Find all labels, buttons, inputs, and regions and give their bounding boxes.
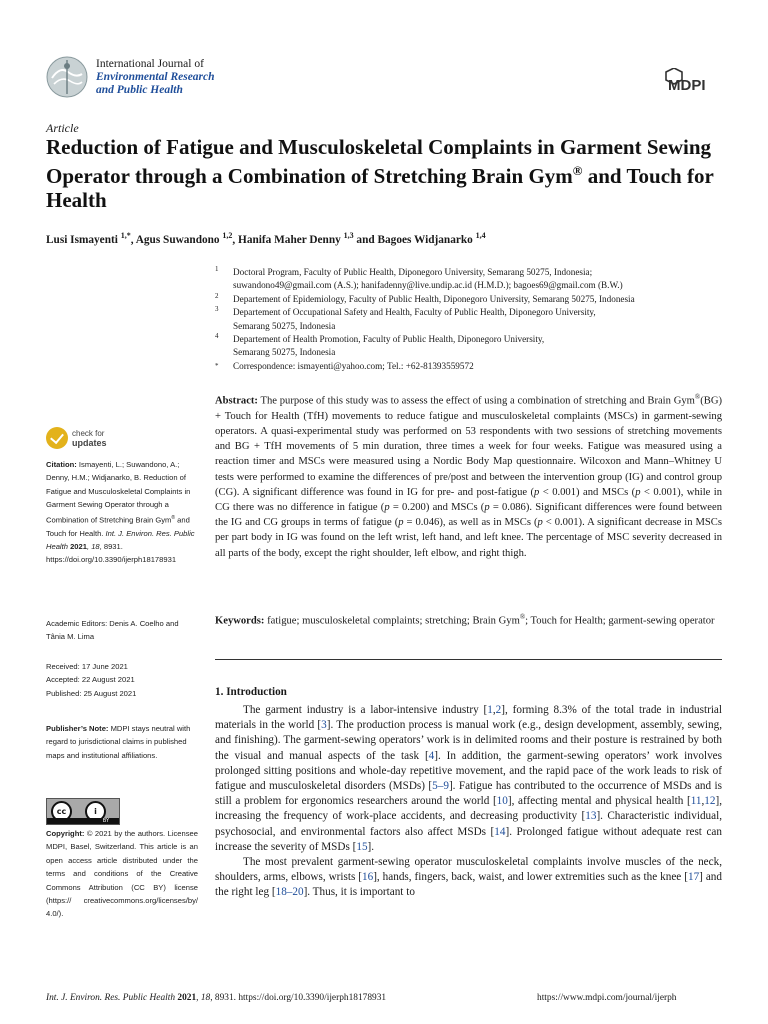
article-title bbox=[46, 135, 726, 212]
footer-doi[interactable]: , 8931. https://doi.org/10.3390/ijerph18178931 bbox=[210, 993, 387, 1003]
author-list bbox=[46, 231, 736, 246]
paragraph-text: ], hands, fingers, back, waist, and lower extremities such as the knee [ bbox=[373, 871, 688, 884]
keywords bbox=[215, 610, 722, 629]
reference-link[interactable]: 4 bbox=[428, 749, 435, 762]
reference-link[interactable]: 14 bbox=[494, 825, 506, 838]
keywords-text: ; Touch for Health; garment-sewing operator bbox=[525, 615, 715, 627]
paragraph-text: ], forming 8.3% of the total trade in industrial materials in the world [ bbox=[215, 704, 723, 732]
citation-volume: , 18 bbox=[86, 541, 100, 551]
reference-link[interactable]: 11 bbox=[690, 795, 702, 808]
published-date: Published: 25 August 2021 bbox=[46, 688, 137, 698]
registered-mark: ® bbox=[171, 514, 176, 521]
reference-link[interactable]: 17 bbox=[687, 871, 700, 884]
updates-label: updates bbox=[72, 438, 107, 448]
author-sep: , bbox=[130, 233, 136, 246]
paragraph-text: ] and the right leg [ bbox=[215, 871, 722, 899]
received-date: Received: 17 June 2021 bbox=[46, 662, 128, 671]
affiliation-number: 1 bbox=[215, 265, 219, 273]
affiliation-emails[interactable]: suwandono49@gmail.com (A.S.); hanifadenny@live.undip.ac.id (H.M.D.); bagoes69@gmail.com (B.W.) bbox=[233, 280, 623, 291]
author-sup: 1,2 bbox=[222, 231, 233, 240]
abstract-text: < 0.001), while in CG there was no difference in fatigue ( bbox=[215, 486, 723, 513]
author-name[interactable]: Lusi Ismayenti bbox=[46, 233, 118, 246]
publisher-note bbox=[46, 722, 198, 762]
section-divider bbox=[215, 659, 722, 660]
p-value-symbol: p bbox=[537, 517, 543, 529]
copyright-notice bbox=[46, 827, 198, 921]
mdpi-logo-text: MDPI bbox=[668, 77, 706, 92]
paragraph-text: ]. The production process is manual work (e.g., design development, assembly, sewing, and finishing). The garment-sewing operators’ work is in delimited rooms and their posture is restrained by both the visual and manual aspects of the task [ bbox=[215, 719, 723, 762]
paragraph-text: ], increasing the frequency of work-place accidents, and decreasing productivity [ bbox=[215, 795, 722, 823]
abstract-text: < 0.001). A significant decrease in MSCs per part body in IG was found on the left wrist, left hand, and left knee. The percentage of MSC severity decreased in all parts of the body, except the right shoulder, left elbow, and right thigh. bbox=[215, 517, 722, 559]
journal-name-line1: International Journal of bbox=[96, 58, 204, 70]
footer-year: 2021 bbox=[175, 993, 197, 1003]
correspondence-marker: * bbox=[215, 361, 219, 370]
paragraph-text: ]. Thus, it is important to bbox=[303, 886, 415, 899]
abstract-text: < 0.001) and MSCs ( bbox=[539, 486, 636, 498]
citation-label: Citation: bbox=[46, 460, 77, 469]
citation-year: 2021 bbox=[67, 541, 87, 551]
paragraph-text: ]. In addition, the garment-sewing operators’ work involves prolonged sitting positions and whole-day repetitive movement, and the rapid pace of the work leads to risk of fatigue and musculoskeletal disorders (MSDs) [ bbox=[215, 749, 722, 793]
correspondence-line[interactable]: Correspondence: ismayenti@yahoo.com; Tel.: +62-81393559572 bbox=[233, 360, 474, 371]
by-label: BY bbox=[47, 818, 119, 824]
publication-dates bbox=[46, 660, 198, 700]
paragraph-text: ]. Characteristic individual, psychosocial, and environmental factors also affect MSDs [ bbox=[215, 810, 723, 838]
accepted-date: Accepted: 22 August 2021 bbox=[46, 675, 135, 685]
paragraph-text: , bbox=[701, 795, 705, 808]
affiliation-item bbox=[215, 266, 735, 293]
citation-doi[interactable]: , 8931. https://doi.org/10.3390/ijerph18178931 bbox=[46, 541, 177, 565]
cc-icon: cc bbox=[51, 801, 72, 822]
reference-link[interactable]: 12 bbox=[704, 795, 716, 808]
author-name[interactable]: Agus Suwandono bbox=[135, 233, 220, 246]
abstract bbox=[215, 390, 722, 561]
footer-citation bbox=[46, 993, 386, 1003]
p-value-symbol: p bbox=[484, 501, 490, 513]
affiliation-line: Semarang 50275, Indonesia bbox=[233, 320, 336, 331]
p-value-symbol: p bbox=[635, 486, 641, 498]
introduction-paragraph bbox=[215, 703, 722, 855]
paragraph-text: The garment industry is a labor-intensive industry [ bbox=[243, 704, 488, 716]
registered-mark: ® bbox=[519, 613, 526, 621]
abstract-text: (BG) + Touch for Health (TfH) movements to reduce fatigue and musculoskeletal complaints (MSCs) in garment-sewing operators. A quasi-experimental study was performed on 53 respondents with two sessions of stretching movements and BG + TfH movements of 5 min duration, three times a week for four weeks. Fatigue was measured using a reaction timer and MSCs were measured using a Nordic Body Map questionnaire. Wilcoxon and Mann–Whitney U tests were performed to examine the differences of pre/post and between the intervention group (IG) and control group (CG). A significant difference was found in IG for pre- and post-fatigue ( bbox=[215, 395, 722, 498]
abstract-label: Abstract: bbox=[215, 395, 258, 407]
journal-name bbox=[96, 58, 215, 97]
affiliation-number: 2 bbox=[215, 291, 219, 300]
mdpi-logo bbox=[664, 68, 720, 92]
author-sup: 1,* bbox=[120, 231, 131, 240]
attribution-icon: i bbox=[85, 801, 106, 822]
academic-editors: Academic Editors: Denis A. Coelho and Tânia M. Lima bbox=[46, 619, 179, 642]
footer-volume: 18 bbox=[200, 993, 211, 1003]
keywords-label: Keywords: bbox=[215, 615, 265, 627]
introduction-body bbox=[215, 703, 722, 901]
affiliation-item bbox=[215, 333, 735, 360]
p-value-symbol: p bbox=[534, 486, 540, 498]
keywords-text: fatigue; musculoskeletal complaints; stretching; Brain Gym bbox=[264, 615, 520, 627]
affiliation-line: Departement of Epidemiology, Faculty of Public Health, Diponegoro University, Semarang 50275, Indonesia bbox=[233, 293, 635, 304]
citation-block bbox=[46, 458, 198, 567]
reference-link[interactable]: 10 bbox=[496, 795, 508, 808]
affiliation-line: Departement of Occupational Safety and Health, Faculty of Public Health, Diponegoro University, bbox=[233, 307, 596, 318]
author-sep: , bbox=[232, 233, 239, 246]
title-main: Reduction of Fatigue and Musculoskeletal Complaints in Garment Sewing Operator through a Combination of Stretching Brain Gym bbox=[46, 135, 712, 188]
check-for-updates-button[interactable] bbox=[46, 427, 146, 451]
author-sep: and bbox=[353, 233, 378, 246]
affiliation-item bbox=[215, 306, 735, 333]
section-heading-introduction: 1. Introduction bbox=[215, 686, 287, 698]
title-end: and Touch for Health bbox=[46, 164, 714, 212]
paragraph-text: ]. Fatigue has contributed to the occurrence of MSDs and is still a problem for ergonomics researchers around the world [ bbox=[215, 780, 722, 808]
journal-name-line3: and Public Health bbox=[96, 84, 183, 96]
journal-logo-icon bbox=[46, 56, 88, 98]
paragraph-text: The most prevalent garment-sewing operator musculoskeletal complaints involve muscles of the neck, shoulders, arms, elbows, wrists [ bbox=[215, 856, 722, 884]
footer-sep: , bbox=[196, 993, 201, 1003]
reference-link[interactable]: 5–9 bbox=[432, 780, 449, 793]
check-icon bbox=[46, 427, 68, 449]
publisher-note-text: MDPI stays neutral with regard to jurisdictional claims in published maps and institutional affiliations. bbox=[46, 724, 191, 760]
affiliation-number: 3 bbox=[215, 305, 219, 314]
footer-journal-url[interactable]: https://www.mdpi.com/journal/ijerph bbox=[537, 993, 677, 1003]
abstract-text: = 0.200) and MSCs ( bbox=[389, 501, 485, 513]
reference-link[interactable]: 18–20 bbox=[275, 886, 304, 899]
citation-journal: Int. J. Environ. Res. Public Health bbox=[46, 528, 195, 551]
journal-name-line2: Environmental Research bbox=[96, 71, 215, 83]
author-name[interactable]: Hanifa Maher Denny bbox=[238, 233, 341, 246]
introduction-paragraph bbox=[215, 855, 722, 901]
reference-link[interactable]: 13 bbox=[585, 810, 597, 823]
publisher-note-label: Publisher’s Note: bbox=[46, 724, 109, 733]
affiliation-line: Semarang 50275, Indonesia bbox=[233, 347, 336, 358]
reference-link[interactable]: 1 bbox=[487, 704, 493, 716]
correspondence bbox=[215, 360, 735, 373]
article-type: Article bbox=[46, 121, 79, 135]
paragraph-text: , bbox=[492, 704, 496, 716]
author-name[interactable]: Bagoes Widjanarko bbox=[377, 233, 473, 246]
paragraph-text: ], affecting mental and physical health [ bbox=[507, 795, 691, 808]
abstract-text: The purpose of this study was to assess the effect of using a combination of stretching and Brain Gym bbox=[257, 395, 695, 407]
footer-journal: Int. J. Environ. Res. Public Health bbox=[46, 993, 176, 1003]
citation-text: Ismayenti, L.; Suwandono, A.; Denny, H.M.; Widjanarko, B. Reduction of Fatigue and Musculoskeletal Complaints in Garment Sewing Operator through a Combination of Stretching Brain Gym bbox=[46, 460, 191, 525]
abstract-text: = 0.086). Significant differences were found between the IG and CG groups in terms of fatigue ( bbox=[215, 501, 722, 529]
affiliation-item bbox=[215, 293, 735, 306]
reference-link[interactable]: 15 bbox=[356, 840, 368, 853]
reference-link[interactable]: 3 bbox=[321, 719, 327, 732]
affiliations bbox=[215, 266, 735, 373]
affiliation-number: 4 bbox=[215, 332, 219, 341]
check-for-label: check for bbox=[72, 429, 105, 438]
paragraph-text: ]. Prolonged fatigue without adequate rest can increase the severity of MSDs [ bbox=[215, 825, 722, 853]
paragraph-text: ]. bbox=[367, 840, 375, 853]
registered-mark: ® bbox=[694, 393, 701, 401]
cc-by-license-badge[interactable] bbox=[46, 798, 120, 825]
p-value-symbol: p bbox=[398, 517, 404, 529]
citation-text: and Touch for Health. bbox=[46, 515, 190, 538]
reference-link[interactable]: 2 bbox=[495, 704, 502, 716]
abstract-text: = 0.046), as well as in MSCs ( bbox=[403, 517, 538, 529]
author-sup: 1,3 bbox=[343, 231, 354, 240]
copyright-text: © 2021 by the authors. Licensee MDPI, Basel, Switzerland. This article is an open access article distributed under the terms and conditions of the Creative Commons Attribution (CC BY) license (https:// creativecommons.org/licenses/by/ 4.0/). bbox=[46, 829, 198, 919]
author-sup: 1,4 bbox=[475, 231, 486, 240]
affiliation-line: Departement of Health Promotion, Faculty of Public Health, Diponegoro University, bbox=[233, 334, 545, 345]
affiliation-line: Doctoral Program, Faculty of Public Health, Diponegoro University, Semarang 50275, Indonesia; bbox=[233, 267, 593, 277]
copyright-label: Copyright: bbox=[46, 829, 85, 838]
title-registered-mark: ® bbox=[572, 163, 583, 178]
p-value-symbol: p bbox=[384, 501, 390, 513]
reference-link[interactable]: 16 bbox=[362, 871, 374, 884]
